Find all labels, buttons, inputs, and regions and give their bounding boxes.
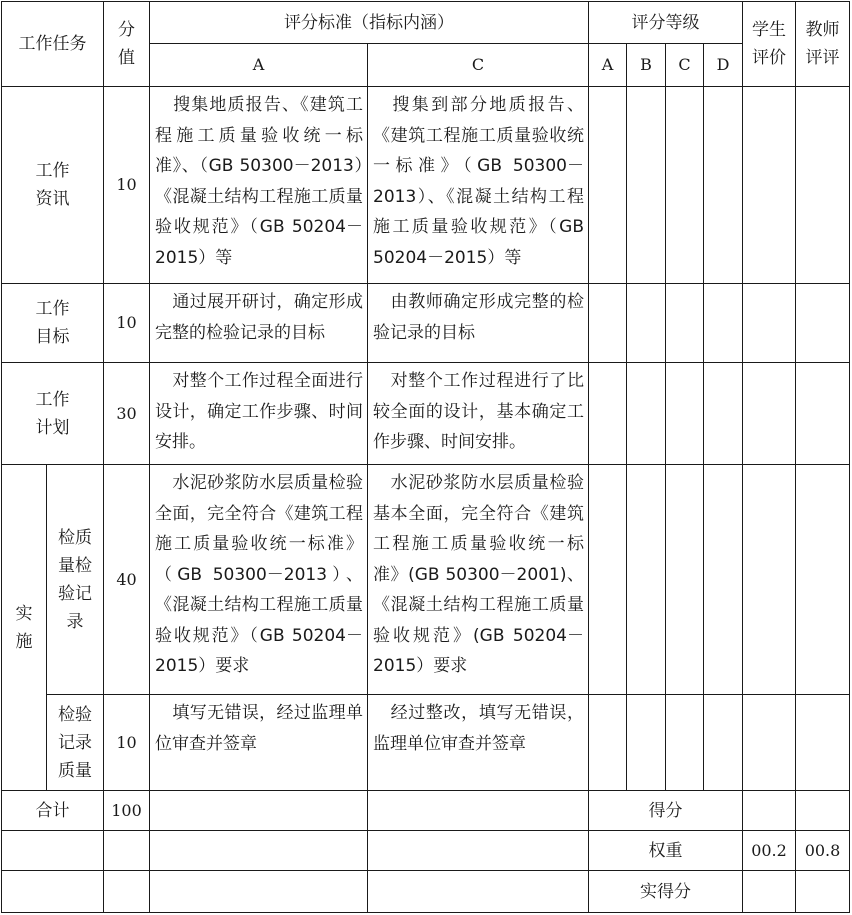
score-cell: 10	[104, 284, 150, 363]
total-row	[2, 791, 850, 831]
student-actual-score-cell[interactable]	[743, 871, 796, 913]
score-cell: 10	[104, 87, 150, 284]
criteria-a-cell: 水泥砂浆防水层质量检验全面，完全符合《建筑工程施工质量验收统一标准》（GB 50300－2013）、《混凝土结构工程施工质量验收规范》（GB 50204－2015）要求	[150, 465, 368, 695]
table-row	[2, 465, 850, 695]
weight-row	[2, 831, 850, 871]
teacher-eval-cell[interactable]	[796, 284, 850, 363]
empty-cell	[2, 831, 104, 871]
header-grade-d: D	[704, 44, 743, 87]
grade-c-cell[interactable]	[666, 695, 704, 791]
header-criteria-a: A	[150, 44, 368, 87]
total-criteria-a-cell	[150, 791, 368, 831]
header-score: 分 值	[104, 2, 150, 87]
empty-cell	[2, 871, 104, 913]
grade-b-cell[interactable]	[627, 363, 666, 465]
score-cell: 10	[104, 695, 150, 791]
criteria-a-cell: 对整个工作过程全面进行设计，确定工作步骤、时间安排。	[150, 363, 368, 465]
teacher-eval-cell[interactable]	[796, 363, 850, 465]
teacher-eval-cell[interactable]	[796, 695, 850, 791]
grade-a-cell[interactable]	[589, 695, 627, 791]
teacher-eval-cell[interactable]	[796, 87, 850, 284]
empty-cell	[368, 831, 589, 871]
weight-label: 权重	[589, 831, 743, 871]
grade-c-cell[interactable]	[666, 87, 704, 284]
grade-d-cell[interactable]	[704, 465, 743, 695]
grade-a-cell[interactable]	[589, 87, 627, 284]
criteria-a-cell: 通过展开研讨，确定形成完整的检验记录的目标	[150, 284, 368, 363]
student-eval-cell[interactable]	[743, 695, 796, 791]
student-weight: 00.2	[743, 831, 796, 871]
criteria-c-cell: 经过整改，填写无错误，监理单位审查并签章	[368, 695, 589, 791]
table-row	[2, 363, 850, 465]
score-label: 得分	[589, 791, 743, 831]
header-grade-b: B	[627, 44, 666, 87]
teacher-score-cell[interactable]	[796, 791, 850, 831]
grade-d-cell[interactable]	[704, 87, 743, 284]
actual-score-label: 实得分	[589, 871, 743, 913]
grade-b-cell[interactable]	[627, 695, 666, 791]
empty-cell	[368, 871, 589, 913]
total-criteria-c-cell	[368, 791, 589, 831]
task-cell: 检质 量检 验记 录	[47, 465, 104, 695]
teacher-actual-score-cell[interactable]	[796, 871, 850, 913]
grade-c-cell[interactable]	[666, 284, 704, 363]
table-row	[2, 284, 850, 363]
criteria-a-cell: 搜集地质报告、《建筑工程施工质量验收统一标准》、（GB 50300－2013）《混凝土结构工程施工质量验收规范》（GB 50204－2015）等	[150, 87, 368, 284]
implementation-label: 实 施	[2, 465, 47, 791]
grade-a-cell[interactable]	[589, 284, 627, 363]
grade-b-cell[interactable]	[627, 284, 666, 363]
header-teacher-eval: 教师 评评	[796, 2, 850, 87]
empty-cell	[150, 871, 368, 913]
task-cell: 工作 资讯	[2, 87, 104, 284]
criteria-c-cell: 对整个工作过程进行了比较全面的设计，基本确定工作步骤、时间安排。	[368, 363, 589, 465]
score-cell: 30	[104, 363, 150, 465]
grade-a-cell[interactable]	[589, 465, 627, 695]
grade-c-cell[interactable]	[666, 465, 704, 695]
score-cell: 40	[104, 465, 150, 695]
header-grade: 评分等级	[589, 2, 743, 44]
grade-c-cell[interactable]	[666, 363, 704, 465]
grade-a-cell[interactable]	[589, 363, 627, 465]
criteria-c-cell: 水泥砂浆防水层质量检验基本全面，完全符合《建筑工程施工质量验收统一标准》(GB 50300－2001)、《混凝土结构工程施工质量验收规范》(GB 50204－2015）要求	[368, 465, 589, 695]
actual-score-row	[2, 871, 850, 913]
empty-cell	[104, 831, 150, 871]
header-grade-a: A	[589, 44, 627, 87]
criteria-c-cell: 由教师确定形成完整的检验记录的目标	[368, 284, 589, 363]
criteria-c-cell: 搜集到部分地质报告、《建筑工程施工质量验收统一标准》（GB 50300－2013）、《混凝土结构工程施工质量验收规范》（GB 50204－2015）等	[368, 87, 589, 284]
teacher-weight: 00.8	[796, 831, 850, 871]
table-row	[2, 87, 850, 284]
empty-cell	[104, 871, 150, 913]
grade-b-cell[interactable]	[627, 87, 666, 284]
teacher-eval-cell[interactable]	[796, 465, 850, 695]
empty-cell	[150, 831, 368, 871]
task-cell: 检验 记录 质量	[47, 695, 104, 791]
grade-d-cell[interactable]	[704, 363, 743, 465]
header-criteria-c: C	[368, 44, 589, 87]
evaluation-table	[1, 1, 850, 913]
student-score-cell[interactable]	[743, 791, 796, 831]
grade-d-cell[interactable]	[704, 695, 743, 791]
total-label: 合计	[2, 791, 104, 831]
header-grade-c: C	[666, 44, 704, 87]
task-cell: 工作 计划	[2, 363, 104, 465]
grade-d-cell[interactable]	[704, 284, 743, 363]
criteria-a-cell: 填写无错误，经过监理单位审查并签章	[150, 695, 368, 791]
table-row	[2, 695, 850, 791]
student-eval-cell[interactable]	[743, 363, 796, 465]
header-student-eval: 学生 评价	[743, 2, 796, 87]
student-eval-cell[interactable]	[743, 87, 796, 284]
header-task: 工作任务	[2, 2, 104, 87]
grade-b-cell[interactable]	[627, 465, 666, 695]
student-eval-cell[interactable]	[743, 465, 796, 695]
student-eval-cell[interactable]	[743, 284, 796, 363]
total-score: 100	[104, 791, 150, 831]
header-standard: 评分标准（指标内涵）	[150, 2, 589, 44]
task-cell: 工作 目标	[2, 284, 104, 363]
